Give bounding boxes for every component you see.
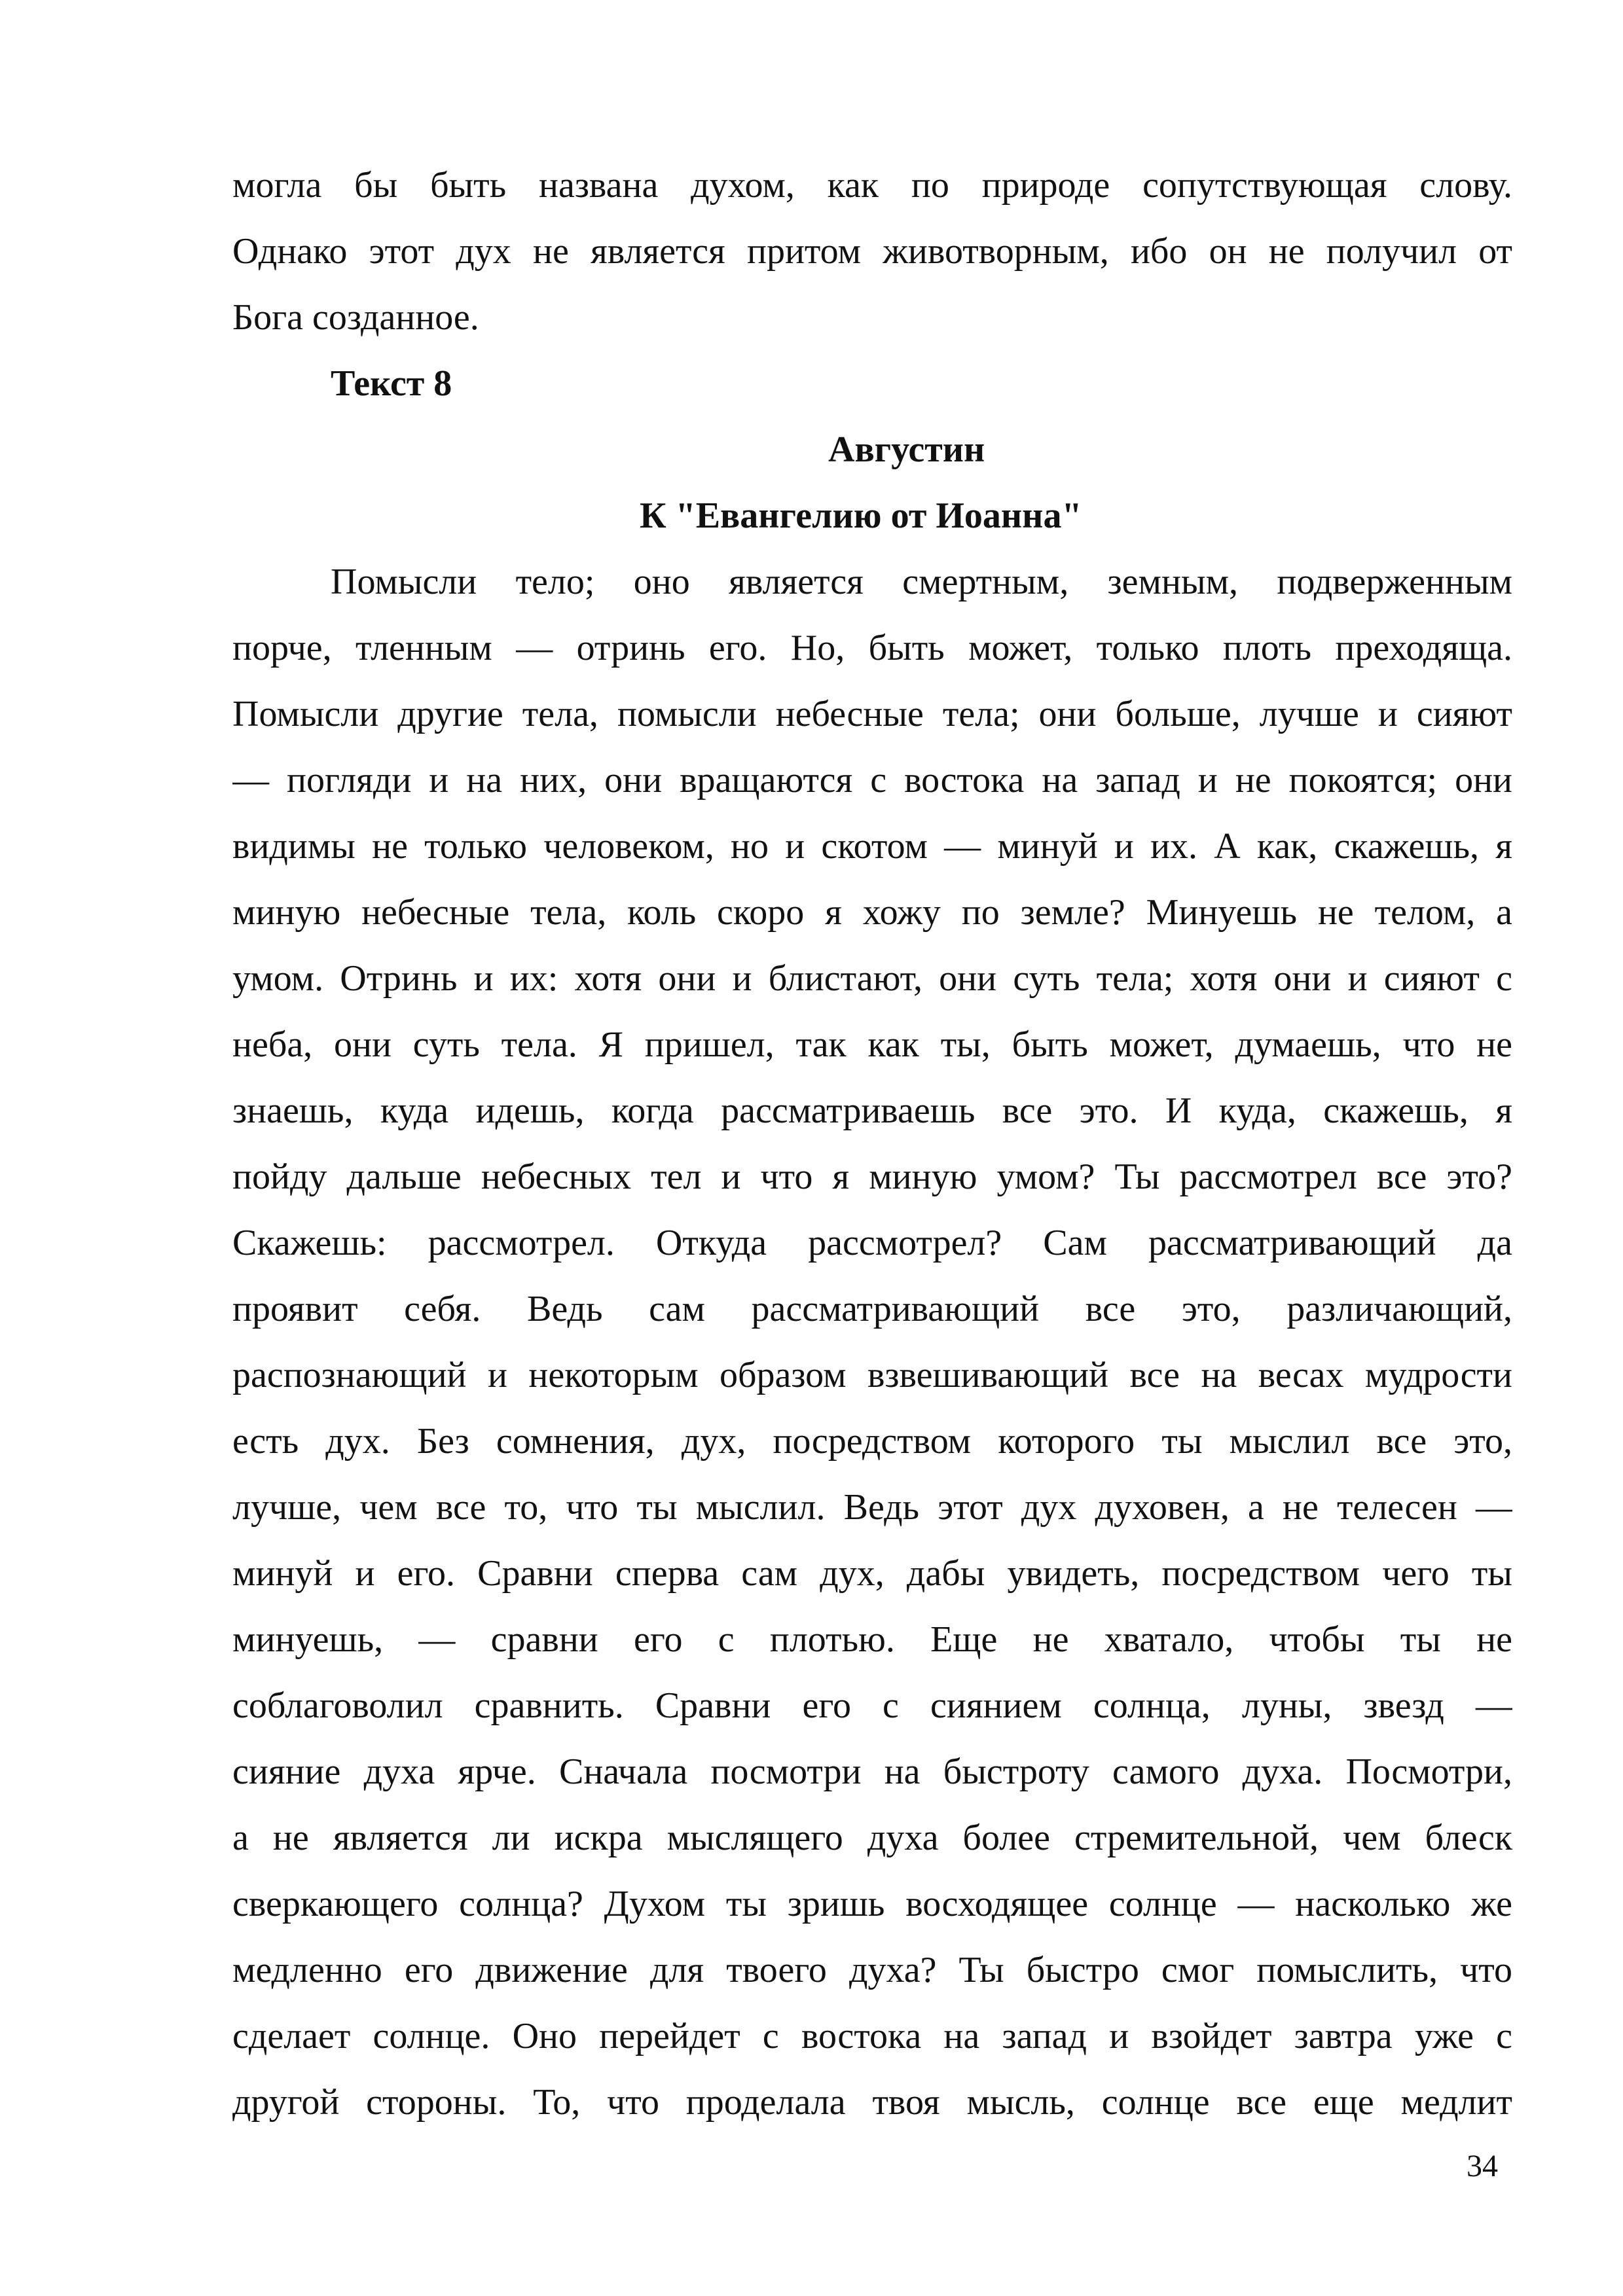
body-line: Скажешь: рассмотрел. Откуда рассмотрел? Сам рассматривающий да bbox=[232, 1223, 1512, 1263]
body-line: есть дух. Без сомнения, дух, посредством которого ты мыслил все это, bbox=[232, 1421, 1512, 1462]
author-heading: Августин bbox=[828, 429, 985, 470]
body-line: лучше, чем все то, что ты мыслил. Ведь этот дух духовен, а не телесен — bbox=[232, 1487, 1512, 1528]
body-line: неба, они суть тела. Я пришел, так как ты, быть может, думаешь, что не bbox=[232, 1024, 1512, 1065]
body-line: медленно его движение для твоего духа? Ты быстро смог помыслить, что bbox=[232, 1950, 1512, 1990]
page-number: 34 bbox=[1467, 2149, 1498, 2183]
intro-line: Бога созданное. bbox=[232, 297, 479, 338]
body-line: Помысли тело; оно является смертным, земным, подверженным bbox=[331, 562, 1512, 602]
body-line: проявит себя. Ведь сам рассматривающий все это, различающий, bbox=[232, 1289, 1512, 1329]
body-line: сверкающего солнца? Духом ты зришь восходящее солнце — насколько же bbox=[232, 1884, 1512, 1924]
body-line: пойду дальше небесных тел и что я миную умом? Ты рассмотрел все это? bbox=[232, 1157, 1512, 1197]
body-line: минуй и его. Сравни сперва сам дух, дабы увидеть, посредством чего ты bbox=[232, 1553, 1512, 1594]
intro-line: могла бы быть названа духом, как по природе сопутствующая слову. bbox=[232, 165, 1512, 206]
body-line: порче, тленным — отринь его. Но, быть может, только плоть преходяща. bbox=[232, 628, 1512, 668]
body-line: Помысли другие тела, помысли небесные тела; они больше, лучше и сияют bbox=[232, 694, 1512, 734]
intro-line: Однако этот дух не является притом животворным, ибо он не получил от bbox=[232, 231, 1512, 272]
work-title-heading: К "Евангелию от Иоанна" bbox=[640, 495, 1082, 536]
body-line: — погляди и на них, они вращаются с востока на запад и не покоятся; они bbox=[232, 760, 1512, 800]
body-line: соблаговолил сравнить. Сравни его с сиянием солнца, луны, звезд — bbox=[232, 1685, 1512, 1726]
body-line: видимы не только человеком, но и скотом — минуй и их. А как, скажешь, я bbox=[232, 826, 1512, 867]
body-line: миную небесные тела, коль скоро я хожу по земле? Минуешь не телом, а bbox=[232, 892, 1512, 933]
body-line: распознающий и некоторым образом взвешивающий все на весах мудрости bbox=[232, 1355, 1512, 1395]
section-label: Текст 8 bbox=[331, 363, 452, 404]
body-line: знаешь, куда идешь, когда рассматриваешь все это. И куда, скажешь, я bbox=[232, 1090, 1512, 1131]
body-line: сделает солнце. Оно перейдет с востока на запад и взойдет завтра уже с bbox=[232, 2016, 1512, 2056]
body-line: умом. Отринь и их: хотя они и блистают, они суть тела; хотя они и сияют с bbox=[232, 958, 1512, 999]
document-page bbox=[232, 152, 1512, 2136]
body-line: сияние духа ярче. Сначала посмотри на быстроту самого духа. Посмотри, bbox=[232, 1751, 1512, 1792]
body-line: минуешь, — сравни его с плотью. Еще не хватало, чтобы ты не bbox=[232, 1619, 1512, 1660]
body-line: а не является ли искра мыслящего духа более стремительной, чем блеск bbox=[232, 1818, 1512, 1858]
body-line: другой стороны. То, что проделала твоя мысль, солнце все еще медлит bbox=[232, 2082, 1512, 2123]
